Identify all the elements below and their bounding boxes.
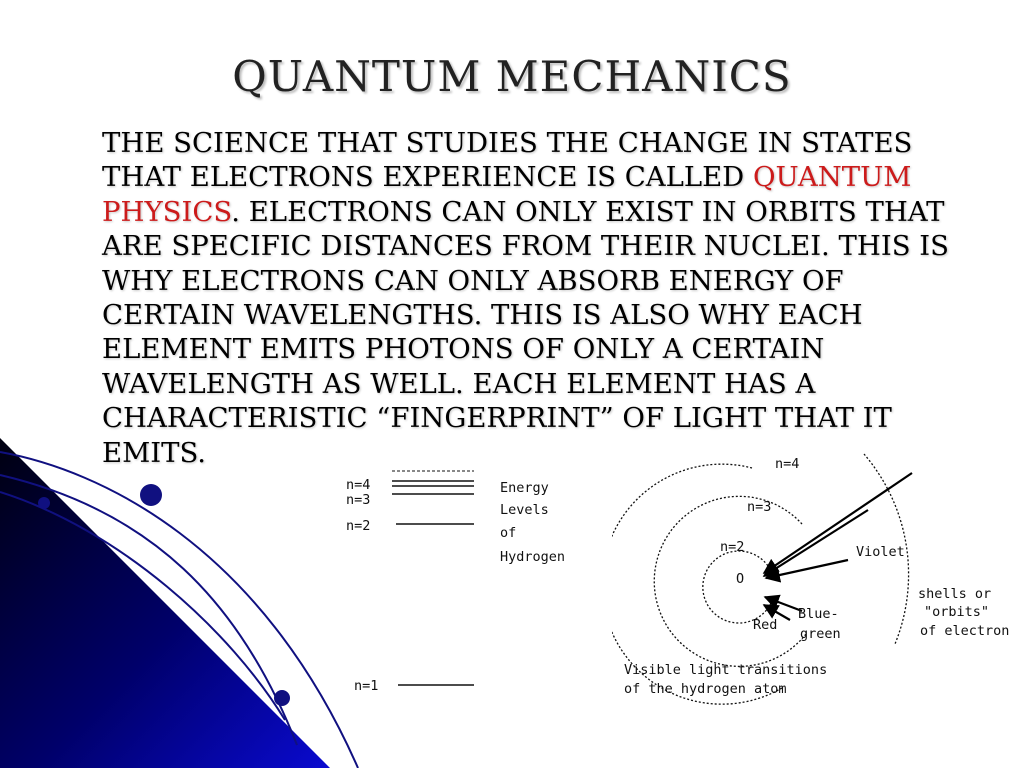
level-label-n2: n=2 (346, 518, 371, 534)
label-green: green (800, 626, 841, 642)
shell-n3 (654, 496, 806, 666)
orbit-caption-1: Visible light transitions (624, 662, 828, 678)
body-text-part2: . ELECTRONS CAN ONLY EXIST IN ORBITS THAT ARE SPECIFIC DISTANCES FROM THEIR NUCLEI. THIS IS WHY ELECTRONS CAN ONLY ABSORB ENERGY OF CERTAIN WAVELENGTHS. THIS IS ALSO WHY EACH ELEMENT EMITS PHOTONS OF ONLY A CERTAIN WAVELENGTH AS WELL. EACH ELEMENT HAS A CHARACTERISTIC “FINGERPRINT” OF LIGHT THAT IT EMITS. (102, 195, 950, 469)
shell-label-n4: n=4 (775, 456, 800, 472)
orbit-dot-left (38, 497, 50, 509)
caption-line-3: of (500, 525, 517, 541)
caption-line-2: Levels (500, 502, 549, 518)
slide-title: QUANTUM MECHANICS (232, 52, 792, 101)
label-red: Red (753, 617, 778, 633)
body-text-part1: THE SCIENCE THAT STUDIES THE CHANGE IN STATES THAT ELECTRONS EXPERIENCE IS CALLED (102, 127, 913, 194)
shell-label-n2: n=2 (720, 539, 745, 555)
shell-n2 (703, 551, 772, 623)
caption-line-4: Hydrogen (500, 549, 566, 565)
side-label-2: "orbits" (924, 604, 990, 620)
energy-levels-diagram (330, 462, 590, 702)
level-label-n3: n=3 (346, 492, 371, 508)
level-label-n4: n=4 (346, 477, 371, 493)
label-blue: Blue- (798, 606, 839, 622)
body-paragraph (102, 126, 972, 470)
orbit-caption-2: of the hydrogen atom (624, 681, 787, 697)
side-label-3: of electron (920, 623, 1010, 639)
blue-wedge (0, 438, 330, 768)
level-label-n1: n=1 (354, 678, 379, 694)
shell-label-n3: n=3 (747, 499, 772, 515)
label-violet: Violet (856, 544, 905, 560)
orbit-dot-small (274, 690, 290, 706)
side-label-1: shells or (918, 586, 992, 602)
caption-line-1: Energy (500, 480, 549, 496)
hydrogen-orbit-diagram (612, 448, 1012, 708)
highlighted-term: QUANTUM PHYSICS (102, 161, 912, 228)
orbit-dot-large (140, 484, 162, 506)
nucleus: O (736, 571, 745, 587)
